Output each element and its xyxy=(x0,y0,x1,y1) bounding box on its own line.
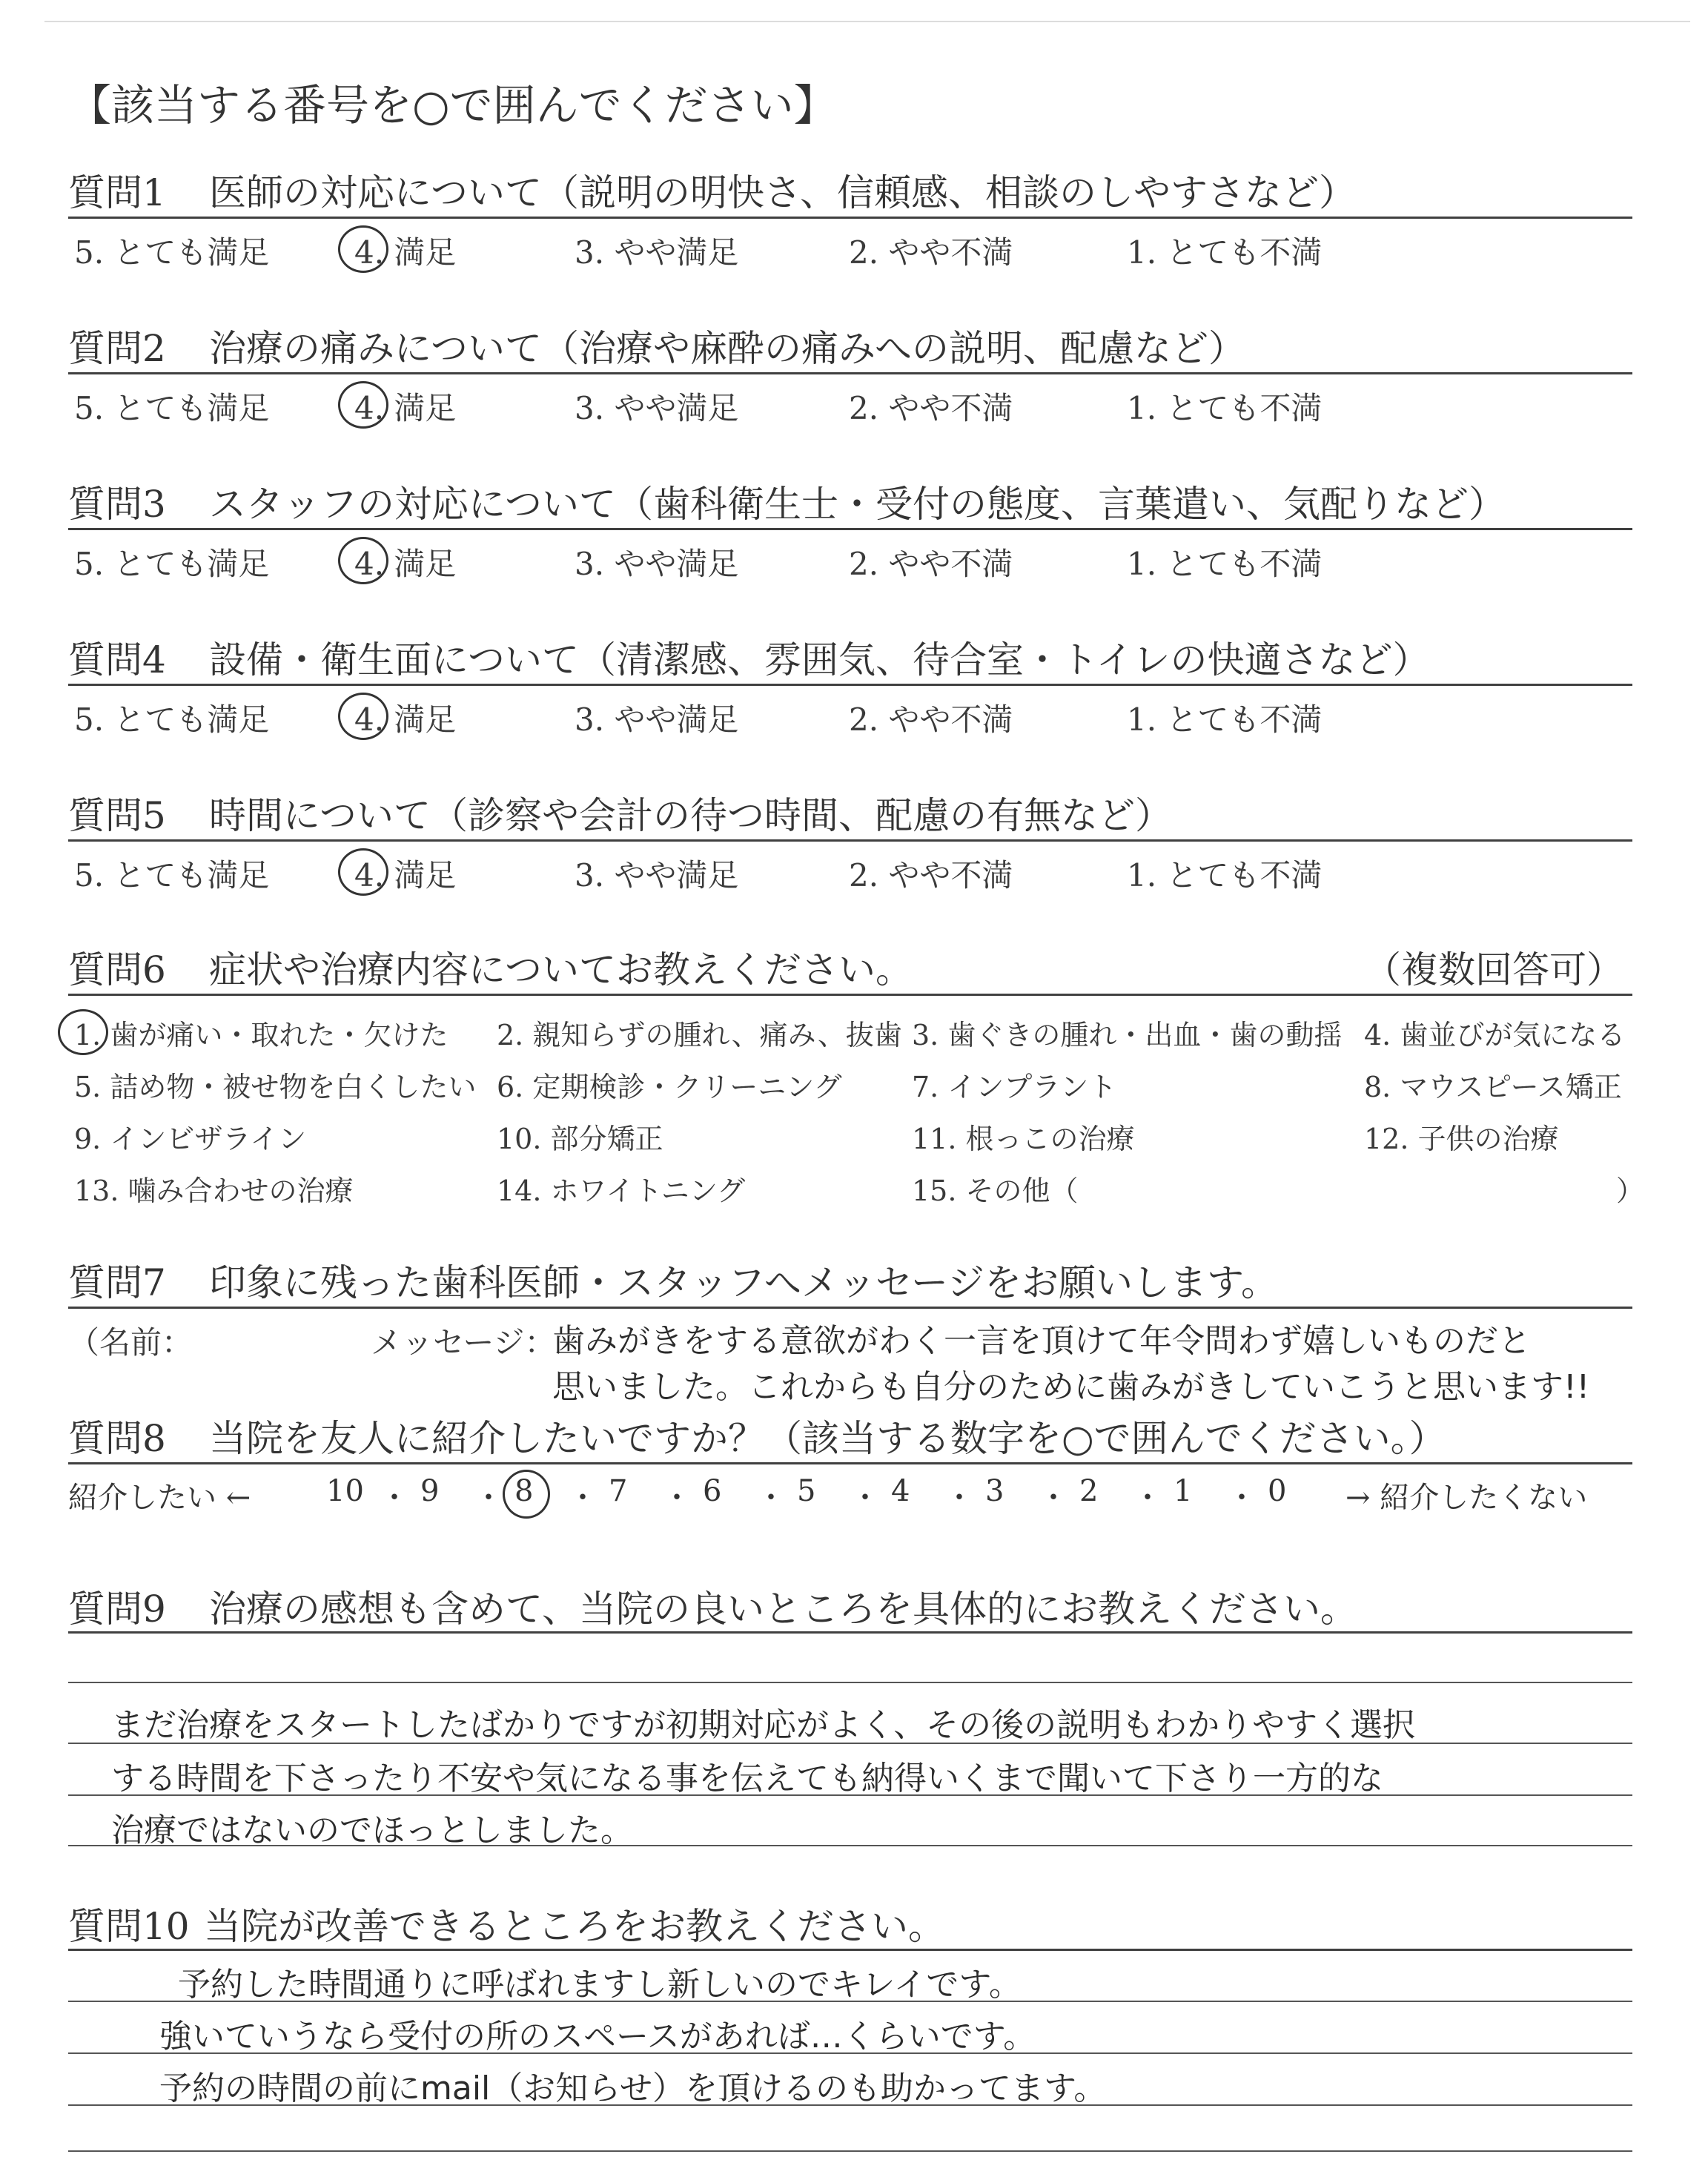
q9-text: 治療の感想も含めて、当院の良いところを具体的にお教えください。 xyxy=(209,1588,1357,1631)
q1-option-3[interactable]: 3. やや満足 xyxy=(575,234,739,271)
q9-answer-2: する時間を下さったり不安や気になる事を伝えても納得いくまで聞いて下さり一方的な xyxy=(111,1760,1383,1797)
page-title: 【該当する番号を○で囲んでください】 xyxy=(68,80,837,131)
q3-text: スタッフの対応について（歯科衛生士・受付の態度、言葉遣い、気配りなど） xyxy=(209,483,1506,526)
q3-label: 質問3 xyxy=(68,483,166,526)
q4-option-2[interactable]: 2. やや不満 xyxy=(849,701,1013,738)
q7-message-label: メッセージ： xyxy=(371,1324,556,1361)
q6-option-1[interactable]: 1. 歯が痛い・取れた・欠けた xyxy=(74,1019,448,1051)
q3-option-3[interactable]: 3. やや満足 xyxy=(575,546,739,582)
q9-label: 質問9 xyxy=(68,1588,166,1631)
q6-option-14[interactable]: 14. ホワイトニング xyxy=(497,1175,746,1207)
q2-label: 質問2 xyxy=(68,327,166,370)
q3-option-5[interactable]: 5. とても満足 xyxy=(74,546,270,582)
q7-label: 質問7 xyxy=(68,1261,166,1304)
q4-option-1[interactable]: 1. とても不満 xyxy=(1127,701,1323,738)
q5-text: 時間について（診察や会計の待つ時間、配慮の有無など） xyxy=(209,794,1172,837)
q3-option-4[interactable]: 4. 満足 xyxy=(354,546,457,582)
q3-option-1[interactable]: 1. とても不満 xyxy=(1127,546,1323,582)
q6-option-8[interactable]: 8. マウスピース矯正 xyxy=(1364,1071,1622,1103)
q10-rule xyxy=(68,1949,1632,1951)
scan-top-edge xyxy=(44,21,1690,22)
q8-scale-separator: ・ xyxy=(1039,1481,1068,1515)
q8-scale-4[interactable]: 4 xyxy=(891,1474,910,1508)
q2-text: 治療の痛みについて（治療や麻酔の痛みへの説明、配慮など） xyxy=(209,327,1245,370)
q2-option-3[interactable]: 3. やや満足 xyxy=(575,390,739,426)
q8-scale-3[interactable]: 3 xyxy=(985,1474,1004,1508)
q6-option-15[interactable]: 15. その他（ xyxy=(912,1175,1079,1207)
q5-option-5[interactable]: 5. とても満足 xyxy=(74,857,270,894)
q8-scale-separator: ・ xyxy=(380,1481,409,1515)
q8-right-label: → 紹介したくない xyxy=(1345,1481,1588,1515)
q5-option-3[interactable]: 3. やや満足 xyxy=(575,857,739,894)
q7-message-line-2: 思いました。これからも自分のために歯みがきしていこうと思います!! xyxy=(552,1368,1590,1406)
q2-rule xyxy=(68,372,1632,374)
q6-label: 質問6 xyxy=(68,948,166,991)
q4-option-5[interactable]: 5. とても満足 xyxy=(74,701,270,738)
q10-answer-3: 予約の時間の前にmail（お知らせ）を頂けるのも助かってます。 xyxy=(159,2070,1107,2107)
q8-scale-2[interactable]: 2 xyxy=(1079,1474,1099,1508)
q7-rule xyxy=(68,1307,1632,1309)
q9-answer-line-0 xyxy=(68,1682,1632,1683)
q6-option-7[interactable]: 7. インプラント xyxy=(912,1071,1117,1103)
q6-note: （複数回答可） xyxy=(1364,948,1623,991)
q6-option-11[interactable]: 11. 根っこの治療 xyxy=(912,1123,1135,1155)
q10-label: 質問10 xyxy=(68,1905,190,1948)
q6-option-2[interactable]: 2. 親知らずの腫れ、痛み、抜歯 xyxy=(497,1019,902,1051)
q4-label: 質問4 xyxy=(68,638,166,681)
q6-option-4[interactable]: 4. 歯並びが気になる xyxy=(1364,1019,1626,1051)
q8-scale-separator: ・ xyxy=(1227,1481,1257,1515)
q7-name-label: （名前： xyxy=(68,1324,193,1361)
q5-label: 質問5 xyxy=(68,794,166,837)
q10-answer-line-3 xyxy=(68,2150,1632,2152)
q8-scale-separator: ・ xyxy=(474,1481,503,1515)
q8-scale-8[interactable]: 8 xyxy=(514,1474,534,1508)
q5-option-1[interactable]: 1. とても不満 xyxy=(1127,857,1323,894)
q8-scale-6[interactable]: 6 xyxy=(703,1474,722,1508)
q1-text: 医師の対応について（説明の明快さ、信頼感、相談のしやすさなど） xyxy=(209,171,1356,214)
q3-option-2[interactable]: 2. やや不満 xyxy=(849,546,1013,582)
q6-option-6[interactable]: 6. 定期検診・クリーニング xyxy=(497,1071,842,1103)
q8-scale-separator: ・ xyxy=(944,1481,974,1515)
q1-rule xyxy=(68,217,1632,219)
q8-scale-separator: ・ xyxy=(662,1481,692,1515)
q5-selection-circle xyxy=(338,848,388,896)
q3-rule xyxy=(68,528,1632,530)
q1-option-5[interactable]: 5. とても満足 xyxy=(74,234,270,271)
q8-label: 質問8 xyxy=(68,1417,166,1460)
q8-scale-separator: ・ xyxy=(1133,1481,1162,1515)
q1-option-1[interactable]: 1. とても不満 xyxy=(1127,234,1323,271)
q4-selection-circle xyxy=(338,693,388,740)
q5-option-2[interactable]: 2. やや不満 xyxy=(849,857,1013,894)
q1-option-4[interactable]: 4. 満足 xyxy=(354,234,457,271)
q5-rule xyxy=(68,839,1632,842)
q8-scale-0[interactable]: 0 xyxy=(1268,1474,1287,1508)
q8-selection-circle xyxy=(503,1470,550,1519)
q3-selection-circle xyxy=(338,537,388,584)
q4-rule xyxy=(68,684,1632,686)
q10-answer-1: 予約した時間通りに呼ばれますし新しいのでキレイです。 xyxy=(178,1966,1022,2004)
q6-option-13[interactable]: 13. 噛み合わせの治療 xyxy=(74,1175,354,1207)
q8-scale-separator: ・ xyxy=(756,1481,786,1515)
q4-option-4[interactable]: 4. 満足 xyxy=(354,701,457,738)
q6-rule xyxy=(68,994,1632,996)
q10-answer-2: 強いていうなら受付の所のスペースがあれば…くらいです。 xyxy=(159,2018,1036,2055)
q8-scale-separator: ・ xyxy=(568,1481,598,1515)
q10-text: 当院が改善できるところをお教えください。 xyxy=(204,1905,945,1948)
q2-option-2[interactable]: 2. やや不満 xyxy=(849,390,1013,426)
q6-option-3[interactable]: 3. 歯ぐきの腫れ・出血・歯の動揺 xyxy=(912,1019,1343,1051)
q7-message-line-1: 歯みがきをする意欲がわく一言を頂けて年令問わず嬉しいものだと xyxy=(552,1322,1531,1360)
q6-selection-circle xyxy=(58,1009,108,1055)
q9-rule xyxy=(68,1631,1632,1634)
q6-option-16[interactable]: ） xyxy=(1616,1175,1645,1207)
q6-option-9[interactable]: 9. インビザライン xyxy=(74,1123,307,1155)
q6-option-12[interactable]: 12. 子供の治療 xyxy=(1364,1123,1559,1155)
q6-option-5[interactable]: 5. 詰め物・被せ物を白くしたい xyxy=(74,1071,477,1103)
q8-scale-9[interactable]: 9 xyxy=(420,1474,440,1508)
q9-answer-3: 治療ではないのでほっとしました。 xyxy=(111,1811,633,1849)
q8-scale-1[interactable]: 1 xyxy=(1174,1474,1193,1508)
q8-text: 当院を友人に紹介したいですか？（該当する数字を○で囲んでください。） xyxy=(209,1417,1446,1460)
q2-selection-circle xyxy=(338,381,388,429)
q1-option-2[interactable]: 2. やや不満 xyxy=(849,234,1013,271)
q2-option-4[interactable]: 4. 満足 xyxy=(354,390,457,426)
q4-text: 設備・衛生面について（清潔感、雰囲気、待合室・トイレの快適さなど） xyxy=(209,638,1430,681)
q1-selection-circle xyxy=(338,225,388,273)
q5-option-4[interactable]: 4. 満足 xyxy=(354,857,457,894)
q8-rule xyxy=(68,1462,1632,1464)
q8-scale-5[interactable]: 5 xyxy=(797,1474,816,1508)
q6-option-10[interactable]: 10. 部分矯正 xyxy=(497,1123,663,1155)
q1-label: 質問1 xyxy=(68,171,166,214)
q4-option-3[interactable]: 3. やや満足 xyxy=(575,701,739,738)
q8-scale-7[interactable]: 7 xyxy=(609,1474,628,1508)
q7-text: 印象に残った歯科医師・スタッフへメッセージをお願いします。 xyxy=(209,1261,1278,1304)
q8-scale-10[interactable]: 10 xyxy=(326,1474,364,1508)
q8-left-label: 紹介したい ← xyxy=(68,1481,251,1515)
q8-scale-separator: ・ xyxy=(850,1481,880,1515)
q2-option-5[interactable]: 5. とても満足 xyxy=(74,390,270,426)
q2-option-1[interactable]: 1. とても不満 xyxy=(1127,390,1323,426)
q9-answer-1: まだ治療をスタートしたばかりですが初期対応がよく、その後の説明もわかりやすく選択 xyxy=(111,1706,1416,1744)
q6-text: 症状や治療内容についてお教えください。 xyxy=(209,948,913,991)
